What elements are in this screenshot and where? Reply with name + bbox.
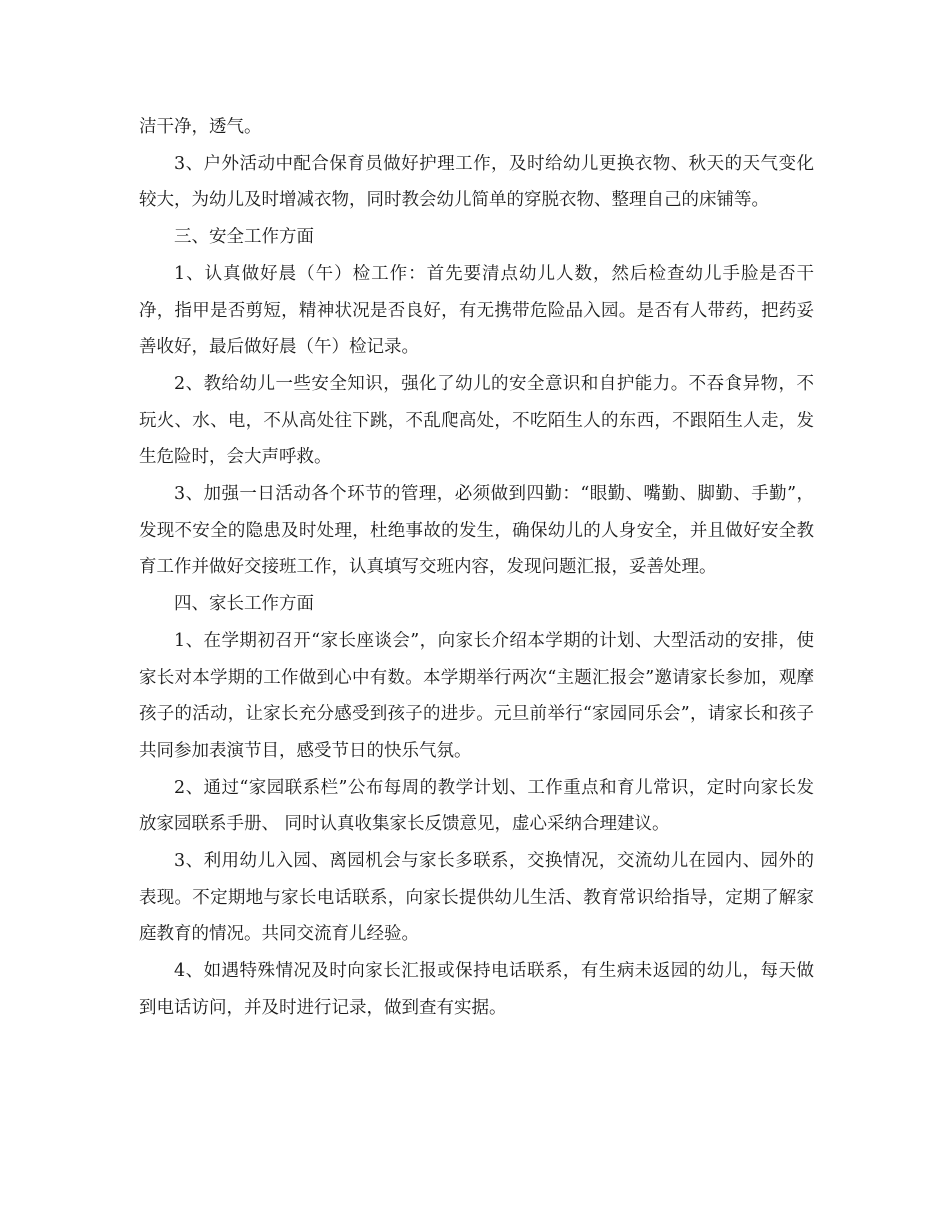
paragraph-safety-knowledge: 2、教给幼儿一些安全知识，强化了幼儿的安全意识和自护能力。不吞食异物，不玩火、水、电，不从高处往下跳，不乱爬高处，不吃陌生人的东西，不跟陌生人走，发生危险时，会大声呼救。 <box>139 373 814 468</box>
paragraph-parent-meeting: 1、在学期初召开“家长座谈会”，向家长介绍本学期的计划、大型活动的安排，使家长对本学期的工作做到心中有数。本学期举行两次“主题汇报会”邀请家长参加，观摩孩子的活动，让家长充分感受到孩子的进步。元旦前举行“家园同乐会”，请家长和孩子共同参加表演节目，感受节日的快乐气氛。 <box>139 630 814 761</box>
section-heading-safety: 三、安全工作方面 <box>174 227 314 248</box>
paragraph-continuation: 洁干净，透气。 <box>139 117 262 137</box>
document-body <box>139 109 814 1027</box>
paragraph-contact-board: 2、通过“家园联系栏”公布每周的教学计划、工作重点和育儿常识，定时向家长发放家园联系手册、 同时认真收集家长反馈意见，虚心采纳合理建议。 <box>139 777 814 835</box>
paragraph-outdoor-care: 3、户外活动中配合保育员做好护理工作，及时给幼儿更换衣物、秋天的天气变化较大，为幼儿及时增减衣物，同时教会幼儿简单的穿脱衣物、整理自己的床铺等。 <box>139 153 814 211</box>
paragraph-daily-management: 3、加强一日活动各个环节的管理，必须做到四勤：“眼勤、嘴勤、脚勤、手勤”，发现不安全的隐患及时处理，杜绝事故的发生，确保幼儿的人身安全，并且做好安全教育工作并做好交接班工作，认真填写交班内容，发现问题汇报，妥善处理。 <box>139 484 814 578</box>
section-heading-parents: 四、家长工作方面 <box>174 594 314 615</box>
paragraph-special-cases: 4、如遇特殊情况及时向家长汇报或保持电话联系，有生病未返园的幼儿，每天做到电话访问，并及时进行记录，做到查有实据。 <box>139 961 814 1018</box>
paragraph-parent-contact: 3、利用幼儿入园、离园机会与家长多联系，交换情况，交流幼儿在园内、园外的表现。不定期地与家长电话联系，向家长提供幼儿生活、教育常识给指导，定期了解家庭教育的情况。共同交流育儿经验。 <box>139 851 814 945</box>
paragraph-morning-check: 1、认真做好晨（午）检工作：首先要清点幼儿人数，然后检查幼儿手脸是否干净，指甲是否剪短，精神状况是否良好，有无携带危险品入园。是否有人带药，把药妥善收好，最后做好晨（午）检记录。 <box>139 263 814 358</box>
